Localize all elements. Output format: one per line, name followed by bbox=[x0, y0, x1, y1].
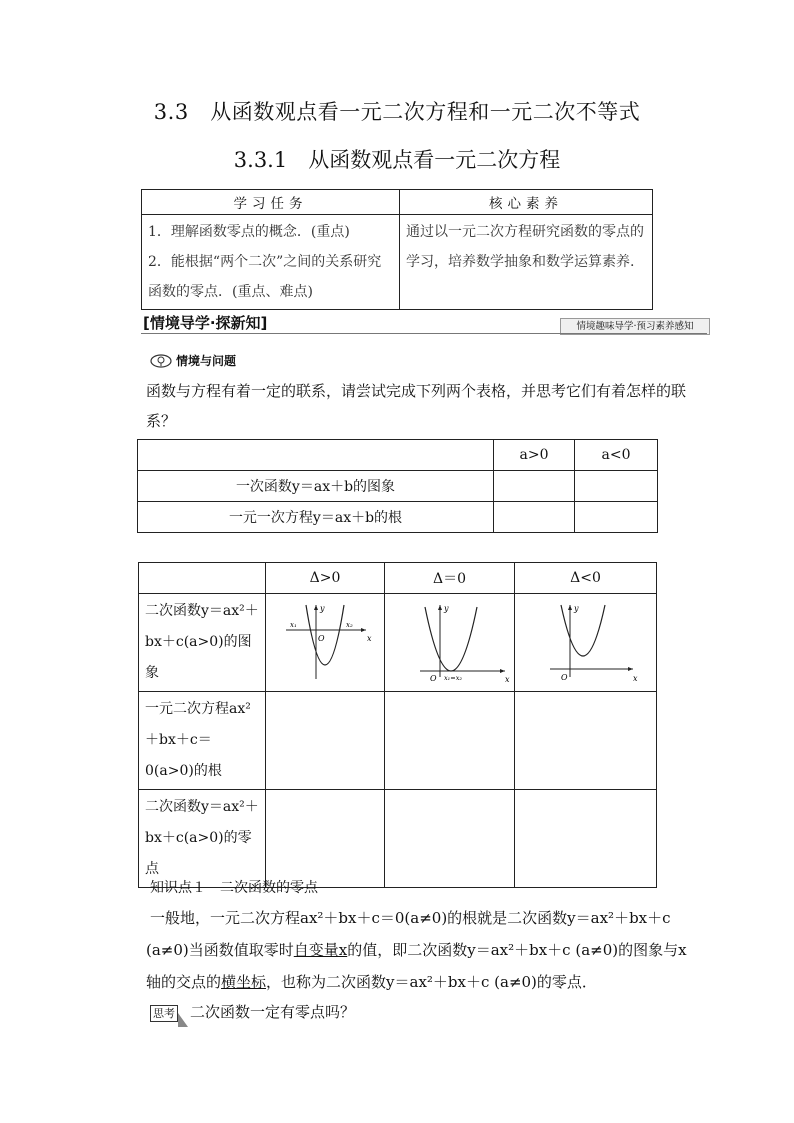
quad-cell bbox=[515, 790, 657, 888]
linear-row-root: 一元一次方程y＝ax＋b的根 bbox=[138, 502, 494, 533]
linear-header-a-pos: a>0 bbox=[494, 440, 575, 471]
graph-delta-zero bbox=[385, 594, 515, 692]
linear-cell bbox=[494, 502, 575, 533]
knowledge-text: 轴的交点的 bbox=[146, 973, 222, 991]
quad-cell bbox=[266, 692, 385, 790]
page-title: 3.3 从函数观点看一元二次方程和一元二次不等式 bbox=[153, 100, 641, 124]
intro-paragraph bbox=[146, 376, 686, 436]
quad-header-delta-pos: Δ>0 bbox=[266, 563, 385, 594]
linear-header-a-neg: a<0 bbox=[575, 440, 658, 471]
knowledge-line-2 bbox=[146, 935, 706, 965]
graph-x1x2-label: x₁=x₂ bbox=[444, 673, 462, 682]
linear-row-graph: 一次函数y＝ax＋b的图象 bbox=[138, 471, 494, 502]
task-item: 2．能根据“两个二次”之间的关系研究函数的零点．(重点、难点) bbox=[148, 254, 382, 300]
header-tasks: 学习任务 bbox=[142, 190, 400, 215]
linear-cell bbox=[575, 502, 658, 533]
quad-cell bbox=[385, 790, 515, 888]
graph-x-label: x bbox=[633, 673, 638, 683]
quad-header-delta-neg: Δ<0 bbox=[515, 563, 657, 594]
think-question-text: 二次函数一定有零点吗？ bbox=[190, 1003, 356, 1021]
knowledge-underlined: 横坐标 bbox=[221, 973, 267, 991]
parabola-one-root-graph bbox=[385, 597, 514, 685]
quad-cell bbox=[385, 692, 515, 790]
task-item: 1．理解函数零点的概念．(重点) bbox=[148, 224, 350, 240]
knowledge-line-1: 一般地，一元二次方程ax²＋bx＋c＝0(a≠0)的根就是二次函数y＝ax²＋bx＋c bbox=[150, 909, 671, 927]
page-subtitle: 3.3.1 从函数观点看一元二次方程 bbox=[233, 148, 561, 172]
quad-header-empty bbox=[139, 563, 266, 594]
section-tag: 情境趣味导学·预习素养感知 bbox=[560, 318, 710, 335]
section-divider bbox=[141, 333, 707, 334]
subsection-label: 情境与问题 bbox=[176, 354, 237, 368]
graph-origin-label: O bbox=[318, 633, 325, 643]
linear-header-empty bbox=[138, 440, 494, 471]
graph-x2-label: x₂ bbox=[346, 620, 353, 629]
graph-x-label: x bbox=[367, 633, 372, 643]
graph-y-label: y bbox=[320, 603, 325, 613]
literacy-cell: 通过以一元二次方程研究函数的零点的学习，培养数学抽象和数学运算素养. bbox=[400, 215, 653, 310]
quad-row-roots-label: 一元二次方程ax²＋bx＋c＝0(a>0)的根 bbox=[139, 692, 266, 790]
quad-row-graph-label: 二次函数y＝ax²＋bx＋c(a>0)的图象 bbox=[139, 594, 266, 692]
graph-delta-neg bbox=[515, 594, 657, 692]
graph-x1-label: x₁ bbox=[290, 620, 297, 629]
subsection-title bbox=[150, 352, 236, 369]
quadratic-table bbox=[138, 562, 657, 888]
linear-table bbox=[137, 439, 658, 533]
header-literacy: 核心素养 bbox=[400, 190, 653, 215]
linear-cell bbox=[575, 471, 658, 502]
linear-cell bbox=[494, 471, 575, 502]
parabola-two-roots-graph bbox=[266, 597, 384, 685]
knowledge-text: ，也称为二次函数y＝ax²＋bx＋c (a≠0)的零点． bbox=[266, 973, 597, 991]
lightbulb-icon bbox=[150, 354, 172, 368]
tag-corner-icon bbox=[178, 1013, 188, 1027]
section-title: [情境导学·探新知] bbox=[143, 314, 268, 332]
knowledge-line-3 bbox=[146, 967, 706, 997]
tasks-cell bbox=[142, 215, 400, 310]
graph-x-label: x bbox=[505, 674, 510, 684]
graph-y-label: y bbox=[574, 603, 579, 613]
parabola-no-root-graph bbox=[515, 597, 645, 685]
knowledge-text: (a≠0)当函数值取零时 bbox=[146, 941, 294, 959]
quad-header-delta-zero: Δ＝0 bbox=[385, 563, 515, 594]
think-question bbox=[150, 997, 355, 1027]
graph-delta-pos bbox=[266, 594, 385, 692]
knowledge-text: 的值，即二次函数y＝ax²＋bx＋c (a≠0)的图象与x bbox=[347, 941, 687, 959]
graph-y-label: y bbox=[444, 603, 449, 613]
graph-origin-label: O bbox=[561, 672, 568, 682]
graph-origin-label: O bbox=[430, 673, 437, 683]
knowledge-underlined: 自变量x bbox=[293, 941, 348, 959]
knowledge-point-title: 知识点１ 二次函数的零点 bbox=[150, 880, 318, 896]
objectives-table bbox=[141, 189, 653, 310]
intro-text: 函数与方程有着一定的联系，请尝试完成下列两个表格，并思考它们有着怎样的联系？ bbox=[146, 382, 687, 430]
quad-row-zeros-label: 二次函数y＝ax²＋bx＋c(a>0)的零点 bbox=[139, 790, 266, 888]
quad-cell bbox=[266, 790, 385, 888]
think-tag: 思考 bbox=[150, 1005, 178, 1022]
quad-cell bbox=[515, 692, 657, 790]
